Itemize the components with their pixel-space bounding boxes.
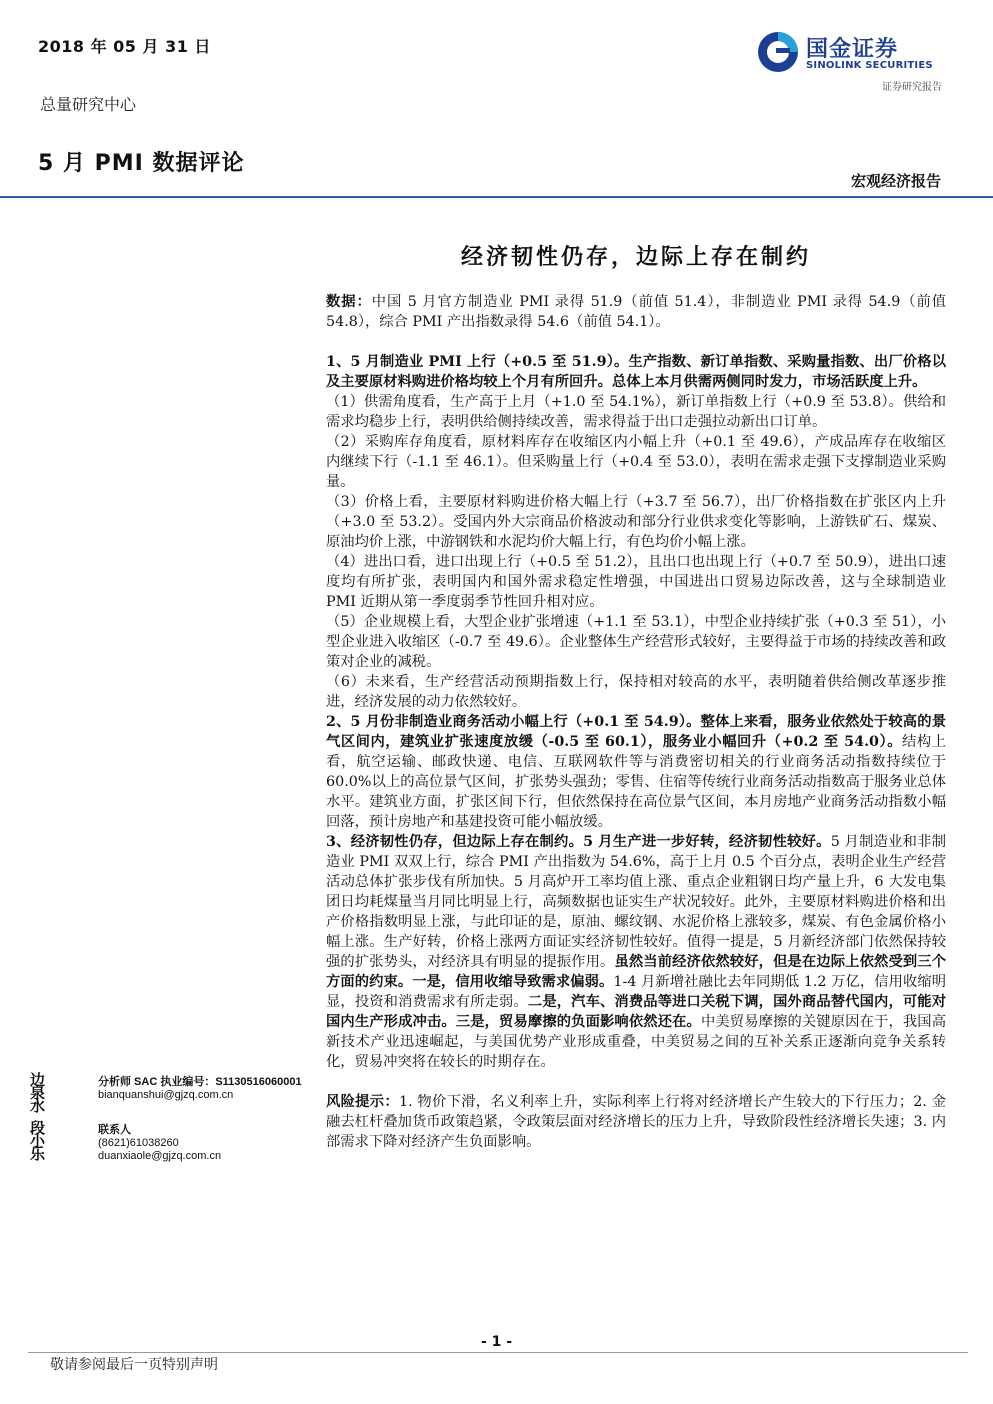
section-3-bold-3: 二是，汽车、消费品等进口关税下调，国外商品替代国内，可能对国内生产形成冲击。三是，贸易摩擦的负面影响依然还在。 [326,994,947,1030]
data-paragraph [326,292,946,332]
company-logo [756,30,946,94]
section-1-p6: （6）未来看，生产经营活动预期指数上行，保持相对较高的水平，表明随着供给侧改革逐步推进，经济发展的动力依然较好。 [326,674,946,710]
report-body [326,292,946,1152]
risk-paragraph [326,1092,946,1152]
department-label: 总量研究中心 [40,95,137,114]
analyst-license-text: 分析师 SAC 执业编号：S1130516060001 [98,1076,302,1088]
sinolink-logo-icon [756,30,800,74]
section-2-paragraph [326,712,946,832]
logo-subtitle: 证券研究报告 [882,82,942,93]
data-text: 中国 5 月官方制造业 PMI 录得 51.9（前值 51.4），非制造业 PMI 录得 54.9（前值 54.8），综合 PMI 产出指数录得 54.6（前值 54.1）。 [326,294,947,330]
data-label: 数据： [326,294,372,310]
section-2-text: 结构上看，航空运输、邮政快递、电信、互联网软件等与消费密切相关的行业商务活动指数持续位于 60.0%以上的高位景气区间，扩张势头强劲；零售、住宿等传统行业商务活动指数高于服务业总体水平。建筑业方面，扩张区间下行，但依然保持在高位景气区间，本月房地产业商务活动指数小幅回落，预计房地产和基建投资可能小幅放缓。 [326,734,946,830]
contact-role [98,1124,221,1137]
spacer [326,1072,946,1092]
section-3-bold-2: 虽然当前经济依然较好，但是在边际上依然受到三个方面的约束。一是，信用收缩导致需求偏弱。 [326,954,947,990]
section-3-text-2: 1-4 月新增社融比去年同期低 1.2 万亿，信用收缩明显，投资和消费需求有所走弱。 [326,974,946,1010]
risk-label: 风险提示： [326,1094,399,1110]
section-1-heading [326,352,946,392]
analyst-name: 边泉水 [30,1071,47,1115]
report-title: 5 月 PMI 数据评论 [38,151,245,176]
analyst-license [98,1076,302,1089]
section-3-bold: 3、经济韧性仍存，但边际上存在制约。5 月生产进一步好转，经济韧性较好。 [326,834,831,850]
analyst-name: 段小乐 [30,1119,47,1163]
contact-phone: (8621)61038260 [98,1137,179,1149]
section-3-text-1: 5 月制造业和非制造业 PMI 双双上行，综合 PMI 产出指数为 54.6%，高于上月 0.5 个百分点，表明企业生产经营活动总体扩张步伐有所加快。5 月高炉开工率均值上涨、重点企业粗钢日均产量上升，6 大发电集团日均耗煤量当月同比明显上行，高频数据也证实生产状况较好。此外，主要原材料购进价格和出产价格指数明显上涨，与此印证的是，原油、螺纹钢、水泥价格上涨较多，煤炭、有色金属价格小幅上涨。生产好转，价格上涨两方面证实经济韧性较好。值得一提是，5 月新经济部门依然保持较强的扩张势头，对经济具有明显的提振作用。 [326,834,947,970]
footer-disclaimer: 敬请参阅最后一页特别声明 [50,1357,218,1373]
spacer [326,332,946,352]
report-headline: 经济韧性仍存，边际上存在制约 [460,244,811,270]
footer-divider [28,1352,968,1353]
page-number: - 1 - [480,1334,513,1350]
contact-email[interactable]: duanxiaole@gjzq.com.cn [98,1150,222,1162]
analyst-info [98,1124,221,1163]
section-1-p3: （3）价格上看，主要原材料购进价格大幅上行（+3.7 至 56.7），出厂价格指数在扩张区内上升（+3.0 至 53.2）。受国内外大宗商品价格波动和部分行业供求变化等影响，上游铁矿石、煤炭、原油均价上涨，中游钢铁和水泥均价大幅上行，有色均价小幅上涨。 [326,494,946,550]
section-1-bold: 1、5 月制造业 PMI 上行（+0.5 至 51.9）。生产指数、新订单指数、采购量指数、出厂价格以及主要原材料购进价格均较上个月有所回升。总体上本月供需两侧同时发力，市场活跃度上升。 [326,354,946,390]
section-1-p2: （2）采购库存角度看，原材料库存在收缩区内小幅上升（+0.1 至 49.6），产成品库存在收缩区内继续下行（-1.1 至 46.1）。但采购量上行（+0.4 至 53.0），表明在需求走强下支撑制造业采购量。 [326,434,946,490]
section-1-p1: （1）供需角度看，生产高于上月（+1.0 至 54.1%），新订单指数上行（+0.9 至 53.8）。供给和需求均稳步上行，表明供给侧持续改善，需求得益于出口走强拉动新出口订单。 [326,394,946,430]
section-2-bold: 2、5 月份非制造业商务活动小幅上行（+0.1 至 54.9）。整体上来看，服务业依然处于较高的景气区间内，建筑业扩张速度放缓（-0.5 至 60.1），服务业小幅回升（+0.2 至 54.0）。 [326,714,946,750]
logo-name-en: SINOLINK SECURITIES [806,60,933,71]
analyst-email[interactable]: bianquanshui@gjzq.com.cn [98,1089,234,1101]
logo-name-cn: 国金证券 [806,37,899,62]
contact-role-text: 联系人 [98,1124,131,1136]
report-type: 宏观经济报告 [850,172,941,190]
report-date: 2018 年 05 月 31 日 [38,37,211,56]
section-1-p4: （4）进出口看，进口出现上行（+0.5 至 51.2），且出口也出现上行（+0.7 至 50.9），进出口速度均有所扩张，表明国内和国外需求稳定性增强，中国进出口贸易边际改善，这与全球制造业 PMI 近期从第一季度弱季节性回升相对应。 [326,554,946,610]
section-1-p5: （5）企业规模上看，大型企业扩张增速（+1.1 至 53.1），中型企业持续扩张（+0.3 至 51），小型企业进入收缩区（-0.7 至 49.6）。企业整体生产经营形式较好，主要得益于市场的持续改善和政策对企业的减税。 [326,614,946,670]
section-3-paragraph [326,832,946,1072]
analyst-info [98,1076,302,1102]
risk-text: 1. 物价下滑，名义利率上升，实际利率上行将对经济增长产生较大的下行压力；2. 金融去杠杆叠加货币政策趋紧，令政策层面对经济增长的压力上升，导致阶段性经济增长失速；3. 内部需求下降对经济产生负面影响。 [326,1094,946,1150]
section-3-text-3: 中美贸易摩擦的关键原因在于，我国高新技术产业迅速崛起，与美国优势产业形成重叠，中美贸易之间的互补关系正逐渐向竞争关系转化，贸易冲突将在较长的时期存在。 [326,1014,947,1070]
header-divider [0,196,993,198]
